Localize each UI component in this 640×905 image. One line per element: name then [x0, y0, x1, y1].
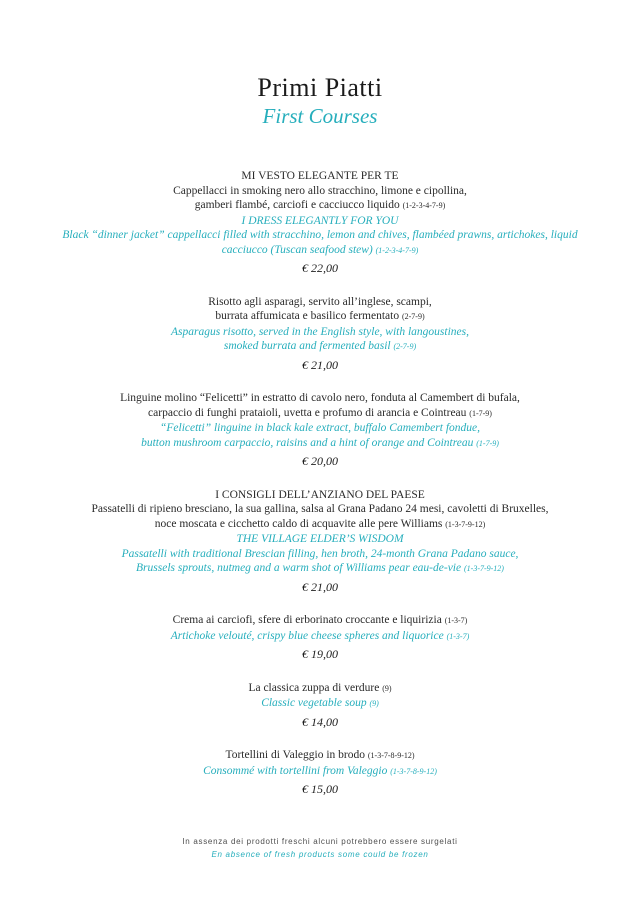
dish-desc-text: Passatelli di ripieno bresciano, la sua gallina, salsa al Grana Padano 24 mesi, cavoletti di Bruxelles,	[91, 503, 549, 515]
dish-desc-english-line	[10, 696, 630, 712]
dish-desc-text: Classic vegetable soup	[261, 697, 367, 709]
menu-item	[10, 488, 630, 595]
dish-desc-text: button mushroom carpaccio, raisins and a hint of orange and Cointreau	[141, 436, 474, 449]
dish-desc-english-line	[10, 561, 630, 577]
menu-item	[10, 613, 630, 662]
dish-desc-italian-line	[10, 502, 630, 517]
dish-desc-text: Tortellini di Valeggio in brodo	[225, 749, 365, 761]
dish-desc-text: Passatelli with traditional Brescian filling, hen broth, 24-month Grana Padano sauce,	[121, 547, 519, 560]
dish-desc-italian-line	[10, 309, 630, 325]
allergen-codes: (9)	[369, 699, 379, 708]
dish-price: € 21,00	[302, 357, 338, 372]
dish-desc-text: Asparagus risotto, served in the English style, with langoustines,	[170, 325, 470, 338]
menu-item	[10, 681, 630, 730]
allergen-codes: (1-3-7-8-9-12)	[390, 766, 437, 776]
allergen-codes: (9)	[382, 683, 392, 693]
menu-item	[10, 391, 630, 469]
dish-fancy-name-english: I DRESS ELEGANTLY FOR YOU	[241, 214, 399, 227]
allergen-codes: (1-3-7-8-9-12)	[367, 751, 415, 760]
dish-desc-text: Linguine molino “Felicetti” in estratto di cavolo nero, fonduta al Camembert di bufala,	[120, 392, 520, 404]
dish-price: € 19,00	[302, 647, 338, 661]
page-title: Primi Piatti	[257, 73, 383, 102]
menu-item	[10, 295, 630, 373]
dish-desc-italian-line	[10, 184, 630, 199]
dish-desc-italian-line	[10, 517, 630, 533]
footer-note-italian: In assenza dei prodotti freschi alcuni potrebbero essere surgelati	[182, 836, 458, 846]
dish-price: € 20,00	[302, 454, 338, 468]
dish-desc-english-line	[10, 339, 630, 355]
footer-note-english: En absence of fresh products some could be frozen	[211, 849, 429, 859]
dish-desc-text: cacciucco (Tuscan seafood stew)	[221, 243, 373, 256]
dish-desc-text: noce moscata e cicchetto caldo di acquavite alle pere Williams	[154, 517, 443, 530]
dish-desc-text: burrata affumicata e basilico fermentato	[215, 310, 400, 322]
dish-desc-text: Cappellacci in smoking nero allo stracchino, limone e cipollina,	[173, 184, 467, 197]
allergen-codes: (1-2-3-4-7-9)	[375, 245, 419, 255]
dish-fancy-name-italian: I CONSIGLI DELL’ANZIANO DEL PAESE	[215, 488, 425, 501]
allergen-codes: (1-3-7-9-12)	[463, 564, 504, 573]
dish-desc-italian-line	[10, 198, 630, 214]
dish-desc-text: Risotto agli asparagi, servito all’inglese, scampi,	[208, 295, 432, 308]
dish-desc-text: Consommé with tortellini from Valeggio	[203, 764, 388, 777]
allergen-codes: (1-2-3-4-7-9)	[402, 201, 446, 210]
dish-desc-english-line	[10, 325, 630, 340]
dish-desc-italian-line	[10, 748, 630, 764]
dish-desc-text: gamberi flambé, carciofi e cacciucco liquido	[194, 199, 400, 211]
allergen-codes: (1-7-9)	[469, 408, 492, 418]
dish-desc-english-line	[10, 228, 630, 243]
dish-desc-english-line	[10, 421, 630, 436]
allergen-codes: (1-3-7)	[446, 631, 470, 641]
dish-desc-english-line	[10, 243, 630, 259]
footer-note	[10, 835, 630, 861]
dish-desc-text: Artichoke velouté, crispy blue cheese spheres and liquorice	[170, 629, 444, 642]
menu-item	[10, 748, 630, 797]
dish-desc-italian-line	[10, 406, 630, 422]
allergen-codes: (1-7-9)	[476, 438, 499, 448]
dish-fancy-name-english: THE VILLAGE ELDER’S WISDOM	[236, 533, 404, 545]
allergen-codes: (1-3-7-9-12)	[445, 519, 486, 529]
dish-desc-text: “Felicetti” linguine in black kale extract, buffalo Camembert fondue,	[159, 422, 481, 434]
menu-item	[10, 169, 630, 276]
dish-desc-text: La classica zuppa di verdure	[248, 681, 380, 694]
dish-desc-english-line	[10, 629, 630, 645]
dish-desc-english-line	[10, 547, 630, 562]
dish-desc-text: Black “dinner jacket” cappellacci filled with stracchino, lemon and chives, flambéed prawns, artichokes, liquid	[62, 229, 578, 241]
dish-price: € 22,00	[302, 261, 338, 275]
dish-desc-text: Brussels sprouts, nutmeg and a warm shot of Williams pear eau-de-vie	[136, 562, 462, 574]
dish-desc-english-line	[10, 764, 630, 780]
dish-price: € 15,00	[302, 782, 338, 796]
page-subtitle: First Courses	[262, 104, 378, 128]
allergen-codes: (1-3-7)	[444, 616, 468, 625]
dish-desc-text: smoked burrata and fermented basil	[223, 340, 391, 352]
dish-fancy-name-italian: MI VESTO ELEGANTE PER TE	[241, 170, 399, 182]
dish-desc-text: carpaccio di funghi prataioli, uvetta e profumo di arancia e Cointreau	[148, 406, 467, 419]
dish-desc-italian-line	[10, 391, 630, 406]
dish-desc-italian-line	[10, 681, 630, 697]
dish-price: € 21,00	[302, 579, 338, 594]
dish-desc-italian-line	[10, 295, 630, 310]
dish-price: € 14,00	[302, 714, 338, 729]
dish-desc-text: Crema ai carciofi, sfere di erborinato croccante e liquirizia	[172, 614, 442, 626]
allergen-codes: (2-7-9)	[393, 342, 417, 351]
allergen-codes: (2-7-9)	[401, 312, 425, 321]
dish-desc-italian-line	[10, 613, 630, 629]
dish-desc-english-line	[10, 436, 630, 452]
